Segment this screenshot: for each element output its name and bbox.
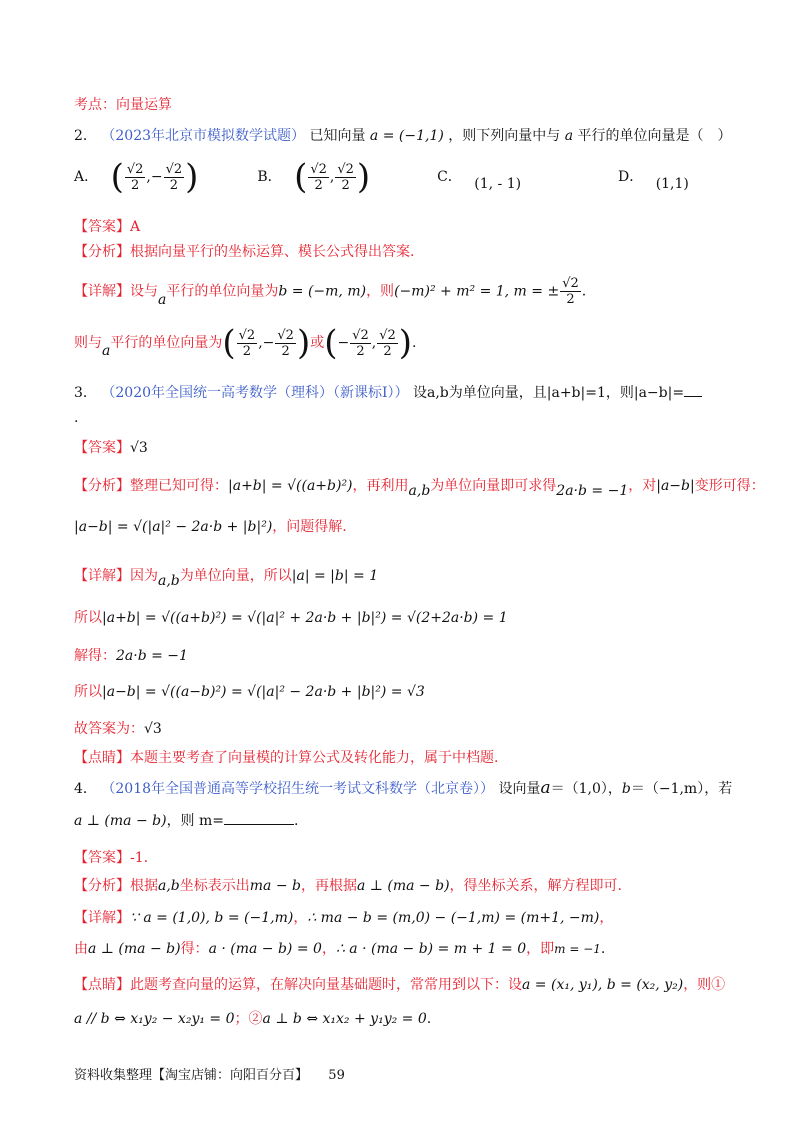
q3-detail-so-label-2: 所以 bbox=[74, 684, 102, 700]
q3-analysis-line2 bbox=[74, 517, 347, 537]
q4-answer bbox=[74, 848, 148, 868]
q4-detail-line2-end: . bbox=[600, 941, 606, 957]
q4-detail-line2-text-b: 得： bbox=[180, 941, 209, 957]
q4-comment bbox=[74, 975, 725, 995]
q3-detail-expr-4: |a−b| = √((a−b)²) = √(|a|² − 2a·b + |b|²) = √3 bbox=[102, 684, 425, 700]
q3-analysis-text-d: ，对 bbox=[628, 478, 657, 494]
comment-tag: 【点睛】 bbox=[74, 750, 130, 766]
q4-stem-vector-b: b bbox=[621, 781, 631, 797]
q4-analysis-text-c: ，再根据 bbox=[300, 878, 357, 894]
q2-source: （2023年北京市模拟数学试题） bbox=[101, 128, 306, 144]
detail-tag: 【详解】 bbox=[74, 910, 130, 926]
q3-analysis-text-c: 为单位向量即可求得 bbox=[430, 478, 557, 494]
comment-tag: 【点睛】 bbox=[74, 977, 130, 993]
q3-analysis-expr-4: |a−b| = √(|a|² − 2a·b + |b|²) bbox=[74, 519, 273, 535]
q3-analysis bbox=[74, 476, 765, 499]
q3-source: （2020年全国统一高考数学（理科）（新课标Ⅰ）） bbox=[101, 385, 409, 401]
page-number: 59 bbox=[328, 1068, 345, 1083]
q2-analysis-text: 根据向量平行的坐标运算、模长公式得出答案. bbox=[130, 244, 415, 260]
q4-analysis-ab: a,b bbox=[158, 878, 180, 894]
q4-detail-sep: ， bbox=[293, 910, 308, 926]
q2-detail-text-b: 平行的单位向量为 bbox=[166, 283, 279, 300]
q4-detail-expr-1: ∵ a = (1,0), b = (−1,m) bbox=[130, 910, 294, 926]
q2-detail: 【详解】设与a平行的单位向量为b = (−m, m)，则(−m)² + m² = 1, m = ± $\frac{√2}{2}$ . bbox=[74, 276, 587, 308]
q2-detail-text-a: 设与 bbox=[130, 283, 158, 300]
q4-detail-line2-expr-3: ∴ a · (ma − b) = m + 1 = 0 bbox=[335, 941, 527, 957]
q4-detail-expr-2: ∴ ma − b = (m,0) − (−1,m) = (m+1, −m) bbox=[307, 910, 600, 926]
q4-analysis-text-d: ，得坐标关系，解方程即可. bbox=[449, 878, 622, 894]
q3-answer-value: √3 bbox=[130, 440, 148, 456]
q4-comment-expr-2: a // b ⇔ x₁y₂ − x₂y₁ = 0 bbox=[74, 1011, 235, 1027]
q3-answer-blank[interactable] bbox=[684, 382, 702, 397]
q2-vector-a: a = (−1,1) bbox=[369, 128, 444, 144]
q4-detail-line2-expr-4: m = −1 bbox=[554, 942, 601, 956]
q4-detail-line2-text-d: ，即 bbox=[526, 941, 555, 957]
q2-option-c-value: (1, - 1) bbox=[474, 176, 522, 192]
q4-stem-text-b: ＝（1,0）， bbox=[550, 781, 622, 797]
q3-final-label: 故答案为： bbox=[74, 721, 144, 737]
q2-option-d-label: D． bbox=[618, 169, 644, 185]
q3-detail-expr-2: |a+b| = √((a+b)²) = √(|a|² + 2a·b + |b|²) = √(2+2a·b) = 1 bbox=[102, 610, 508, 626]
q4-analysis-text-a: 根据 bbox=[130, 878, 158, 894]
q3-detail-line3 bbox=[74, 646, 188, 666]
q4-answer-value: -1. bbox=[130, 850, 149, 866]
q3-comment-text: 本题主要考查了向量模的计算公式及转化能力，属于中档题. bbox=[130, 750, 499, 766]
detail-tag: 【详解】 bbox=[74, 568, 130, 584]
q2-option-b-label: B． bbox=[257, 169, 282, 185]
q3-detail-ab: a,b bbox=[158, 573, 180, 589]
q3-detail-text-a: 因为 bbox=[130, 568, 158, 584]
q2-option-c-label: C． bbox=[437, 169, 462, 185]
q4-comment-end: . bbox=[426, 1011, 432, 1027]
q2-detail-line2-text-b: 平行的单位向量为 bbox=[110, 335, 223, 351]
q3-analysis-expr-3: |a−b| bbox=[656, 478, 695, 494]
q4-analysis bbox=[74, 876, 622, 896]
q4-stem-text-c: ＝（−1,m），若 bbox=[630, 781, 733, 797]
q2-option-a-label: A． bbox=[74, 169, 99, 185]
page-footer bbox=[74, 1067, 345, 1085]
q4-stem-expr: a ⊥ (ma − b) bbox=[74, 813, 167, 829]
q3-comment bbox=[74, 748, 498, 768]
q4-comment-line2 bbox=[74, 1009, 431, 1029]
q4-analysis-text-b: 坐标表示出 bbox=[179, 878, 250, 894]
q2-options bbox=[74, 157, 689, 204]
q4-source: （2018年全国普通高等学校招生统一考试文科数学（北京卷）） bbox=[101, 781, 495, 797]
q4-analysis-expr-2: a ⊥ (ma − b) bbox=[356, 878, 450, 894]
q4-answer-blank[interactable] bbox=[224, 810, 294, 825]
q2-detail-line2-or: 或 bbox=[310, 335, 325, 351]
q2-stem-text-c: 平行的单位向量是（ ） bbox=[577, 128, 732, 144]
analysis-tag: 【分析】 bbox=[74, 878, 130, 894]
q4-comment-text-c: ；② bbox=[234, 1011, 263, 1027]
q2-option-b-value: ( $\frac{√2}{2}$ , $\frac{√2}{2}$ ) bbox=[294, 157, 371, 197]
q2-stem: 2． （2023年北京市模拟数学试题） 已知向量 a = (−1,1) ，则下列向量中与 a 平行的单位向量是（ ） bbox=[74, 128, 732, 144]
answer-tag: 【答案】 bbox=[74, 850, 130, 866]
kaodian-text: 考点：向量运算 bbox=[74, 97, 172, 113]
q4-stem-vector-a: a bbox=[540, 778, 551, 798]
q4-stem bbox=[74, 778, 732, 799]
q3-analysis-text-b: ，再利用 bbox=[352, 478, 409, 494]
q4-detail-line2-expr-2: a · (ma − b) = 0 bbox=[208, 941, 322, 957]
q3-detail-so-label: 所以 bbox=[74, 610, 102, 626]
q4-stem-text-a: 设向量 bbox=[498, 781, 541, 797]
q3-analysis-text-a: 整理已知可得： bbox=[130, 478, 228, 494]
q3-final bbox=[74, 719, 162, 739]
q2-stem-text-a: 已知向量 bbox=[309, 128, 366, 144]
q3-stem-text: 设a,b为单位向量，且|a+b|=1，则|a−b|= bbox=[413, 385, 685, 401]
q4-detail-line2-text-c: ， bbox=[321, 941, 336, 957]
q2-detail-line2-text-a: 则与 bbox=[74, 335, 102, 351]
detail-tag: 【详解】 bbox=[74, 283, 130, 300]
q3-detail-solve-label: 解得： bbox=[74, 648, 116, 664]
q3-detail-line4 bbox=[74, 682, 425, 702]
q4-detail-line2-expr-1: a ⊥ (ma − b) bbox=[88, 941, 181, 957]
answer-tag: 【答案】 bbox=[74, 219, 130, 235]
q3-detail-expr-3: 2a·b = −1 bbox=[116, 648, 188, 664]
q3-analysis-expr-1: |a+b| = √((a+b)²) bbox=[228, 478, 353, 494]
q2-stem-text-b: ，则下列向量中与 bbox=[448, 128, 561, 144]
q2-detail-expr-1: b = (−m, m) bbox=[278, 283, 367, 300]
q3-final-value: √3 bbox=[144, 721, 162, 737]
q4-comment-text-b: ，则① bbox=[683, 977, 726, 993]
q4-stem-text-d: ，则 m= bbox=[166, 813, 225, 829]
q4-stem-line2: a ⊥ (ma − b)，则 m= . bbox=[74, 810, 298, 831]
q3-stem-period: . bbox=[74, 410, 79, 426]
analysis-tag: 【分析】 bbox=[74, 244, 130, 260]
q4-comment-expr-1: a = (x₁, y₁), b = (x₂, y₂) bbox=[522, 977, 684, 993]
q2-detail-line2: 则与a平行的单位向量为( $\frac{√2}{2}$ ,− $\frac{√2}{2}$ )或(− $\frac{√2}{2}$ , $\frac{√2}{2}$ ). bbox=[74, 323, 417, 363]
q4-comment-text-a: 此题考查向量的运算，在解决向量基础题时，常常用到以下：设 bbox=[130, 977, 522, 993]
answer-tag: 【答案】 bbox=[74, 440, 130, 456]
q4-analysis-expr-1: ma − b bbox=[249, 878, 301, 894]
q3-stem bbox=[74, 382, 702, 403]
q3-detail-line2 bbox=[74, 608, 508, 628]
q3-answer bbox=[74, 438, 148, 458]
q3-detail bbox=[74, 566, 379, 589]
q3-detail-expr-1: |a| = |b| = 1 bbox=[291, 568, 379, 584]
q4-detail bbox=[74, 908, 613, 928]
q2-answer-value: A bbox=[130, 219, 141, 235]
q4-comment-expr-3: a ⊥ b ⇔ x₁x₂ + y₁y₂ = 0 bbox=[262, 1011, 427, 1027]
q3-analysis-ab: a,b bbox=[408, 483, 431, 499]
footer-text: 资料收集整理【淘宝店铺：向阳百分百】 bbox=[74, 1068, 309, 1083]
q4-number: 4． bbox=[74, 781, 97, 797]
q2-detail-text-c: ，则 bbox=[366, 283, 395, 300]
q3-number: 3． bbox=[74, 385, 97, 401]
q3-analysis-text-e: 变形可得： bbox=[694, 478, 765, 494]
q2-number: 2． bbox=[74, 128, 97, 144]
q2-detail-expr-2: (−m)² + m² = 1, m = ± bbox=[394, 283, 560, 300]
q2-option-d-value: (1,1) bbox=[655, 176, 689, 192]
q2-option-a-value: ( $\frac{√2}{2}$ ,− $\frac{√2}{2}$ ) bbox=[110, 157, 199, 197]
q2-answer bbox=[74, 217, 140, 237]
q3-detail-text-b: 为单位向量，所以 bbox=[179, 568, 292, 584]
q4-detail-end: ， bbox=[599, 910, 614, 926]
q2-analysis bbox=[74, 242, 414, 262]
q3-analysis-text-f: ，问题得解. bbox=[272, 519, 347, 535]
q3-analysis-expr-2: 2a·b = −1 bbox=[556, 483, 629, 499]
q4-detail-line2-text-a: 由 bbox=[74, 941, 88, 957]
analysis-tag: 【分析】 bbox=[74, 478, 130, 494]
q4-detail-line2 bbox=[74, 939, 605, 959]
kaodian-line bbox=[74, 95, 172, 115]
